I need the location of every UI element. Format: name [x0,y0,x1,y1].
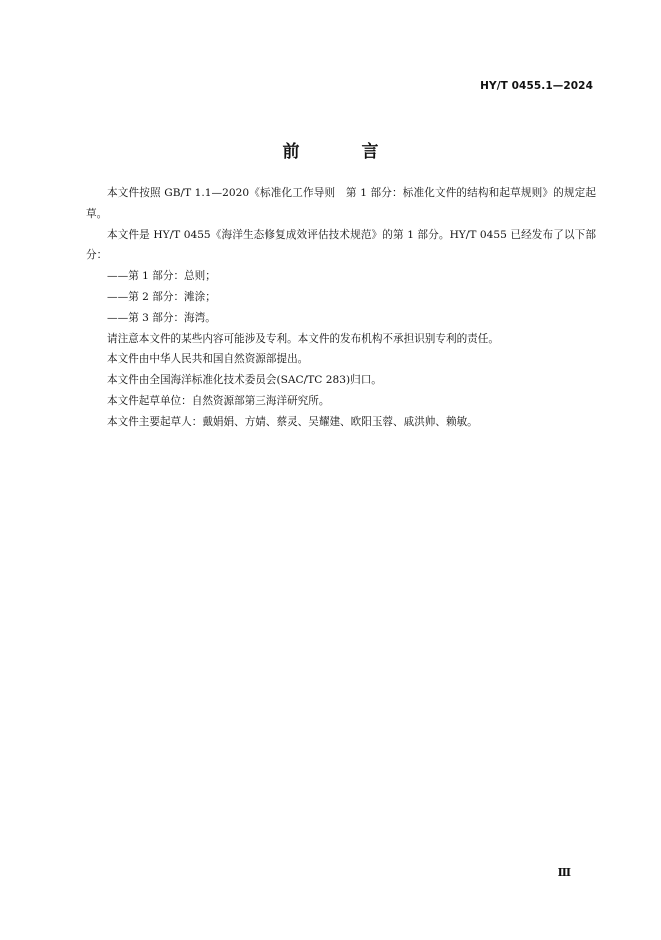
paragraph-committee: 本文件由全国海洋标准化技术委员会(SAC/TC 283)归口。 [107,374,382,387]
list-item-part-2: ——第 2 部分：滩涂； [107,290,216,303]
page-title: 前 言 [282,142,407,162]
paragraph-drafters: 本文件主要起草人：戴娟娟、方婧、蔡灵、吴耀建、欧阳玉蓉、戚洪帅、赖敏。 [107,415,478,428]
document-code: HY/T 0455.1—2024 [480,80,593,92]
paragraph-patent-notice: 请注意本文件的某些内容可能涉及专利。本文件的发布机构不承担识别专利的责任。 [107,332,499,345]
list-item-part-1: ——第 1 部分：总则； [107,270,216,283]
page-number: Ⅲ [557,866,571,879]
paragraph-drafting-unit: 本文件起草单位：自然资源部第三海洋研究所。 [107,394,330,407]
paragraph-series-info: 本文件是 HY/T 0455《海洋生态修复成效评估技术规范》的第 1 部分。HY/T 0455 已经发布了以下部分： [86,228,596,262]
list-item-part-3: ——第 3 部分：海湾。 [107,311,216,324]
body-text [86,183,596,433]
paragraph-proposer: 本文件由中华人民共和国自然资源部提出。 [107,353,309,366]
paragraph-drafting-rules: 本文件按照 GB/T 1.1—2020《标准化工作导则 第 1 部分：标准化文件的结构和起草规则》的规定起草。 [86,187,596,220]
